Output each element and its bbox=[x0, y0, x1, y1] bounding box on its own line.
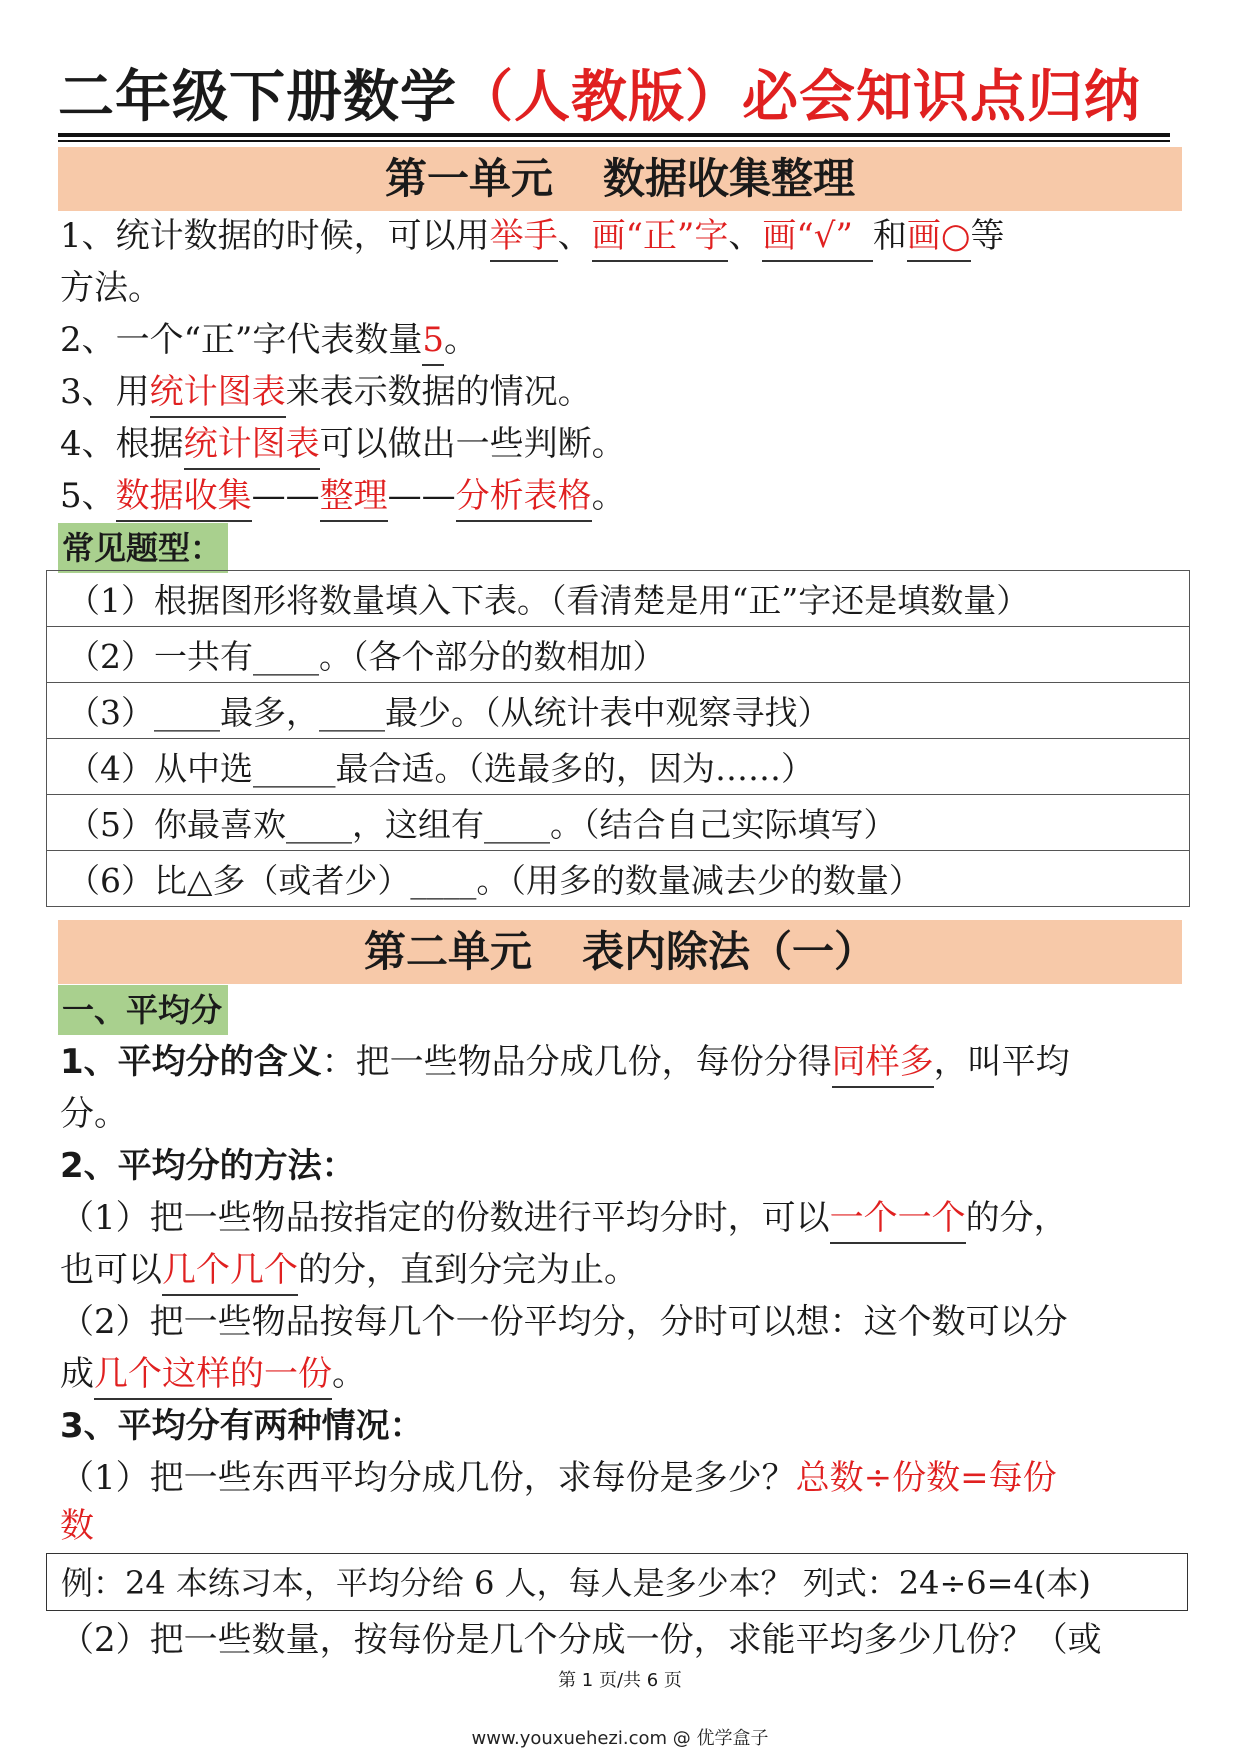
text: 成 bbox=[60, 1354, 94, 1394]
answer: 数据收集 bbox=[116, 474, 252, 522]
answer: 一个一个 bbox=[830, 1196, 966, 1244]
text: 来表示数据的情况。 bbox=[285, 372, 592, 412]
question-cell: （3）____最多，____最少。（从统计表中观察寻找） bbox=[47, 683, 1190, 739]
question-types-table bbox=[46, 570, 1190, 907]
unit2-case-2: （2）把一些数量，按每份是几个分成一份，求能平均多少几份？（或 bbox=[60, 1620, 1102, 1660]
unit1-point1-cont: 方法。 bbox=[60, 268, 162, 308]
answer: 统计图表 bbox=[150, 370, 286, 418]
unit1-heading-number: 第一单元 bbox=[384, 154, 553, 203]
answer: 5 bbox=[422, 318, 444, 366]
example-box: 例：24 本练习本，平均分给 6 人，每人是多少本？ 列式：24÷6=4(本) bbox=[46, 1553, 1188, 1611]
text: —— bbox=[251, 476, 320, 516]
text: 4、根据 bbox=[60, 424, 184, 464]
unit1-point3 bbox=[60, 366, 1180, 418]
text: 2、一个“正”字代表数量 bbox=[60, 320, 423, 360]
question-cell: （5）你最喜欢____，这组有____。（结合自己实际填写） bbox=[47, 795, 1190, 851]
title-rule-thick bbox=[58, 133, 1170, 137]
answer: 几个几个 bbox=[162, 1248, 298, 1296]
text: 和 bbox=[872, 216, 907, 256]
answer: 画○ bbox=[907, 214, 971, 262]
answer: 分析表格 bbox=[456, 474, 592, 522]
answer: 画“正”字 bbox=[592, 214, 729, 262]
title-prefix: 二年级下册数学 bbox=[58, 65, 457, 130]
section-label: 一、平均分 bbox=[58, 985, 228, 1035]
common-question-label: 常见题型： bbox=[58, 523, 228, 573]
text: —— bbox=[387, 476, 456, 516]
text: 5、 bbox=[60, 476, 116, 516]
question-cell: （4）从中选_____最合适。（选最多的，因为……） bbox=[47, 739, 1190, 795]
unit1-heading bbox=[58, 147, 1182, 211]
unit2-method-2: （2）把一些物品按每几个一份平均分，分时可以想：这个数可以分 bbox=[60, 1302, 1068, 1342]
answer: 举手 bbox=[490, 214, 558, 262]
unit2-meaning-cont: 分。 bbox=[60, 1094, 128, 1134]
text: 、 bbox=[557, 216, 592, 256]
bold-text: 1、平均分的含义 bbox=[60, 1042, 322, 1082]
unit2-method-2-cont bbox=[60, 1348, 1180, 1400]
text: 、 bbox=[728, 216, 763, 256]
title-rule-thin bbox=[58, 140, 1170, 142]
table-row bbox=[47, 683, 1190, 739]
question-cell: （1）根据图形将数量填入下表。（看清楚是用“正”字还是填数量） bbox=[47, 571, 1190, 627]
unit2-cases-heading: 3、平均分有两种情况： bbox=[60, 1406, 424, 1446]
text: （1）把一些物品按指定的份数进行平均分时，可以 bbox=[60, 1198, 830, 1238]
unit1-point2 bbox=[60, 314, 1180, 366]
text: 。 bbox=[591, 476, 626, 516]
text: 3、用 bbox=[60, 372, 150, 412]
unit2-heading-name: 表内除法（一） bbox=[582, 927, 877, 976]
answer: 统计图表 bbox=[184, 422, 320, 470]
unit1-point1 bbox=[60, 210, 1180, 262]
page-number: 第 1 页/共 6 页 bbox=[558, 1670, 682, 1691]
unit2-heading-number: 第二单元 bbox=[363, 927, 532, 976]
answer: 同样多 bbox=[832, 1040, 934, 1088]
text: ，叫平均 bbox=[933, 1042, 1070, 1082]
text: （1）把一些东西平均分成几份，求每份是多少？ bbox=[60, 1458, 796, 1498]
question-cell: （6）比△多（或者少）____。（用多的数量减去少的数量） bbox=[47, 851, 1190, 907]
title-highlight: （人教版）必会知识点归纳 bbox=[457, 65, 1141, 130]
table-row bbox=[47, 571, 1190, 627]
text: 的分，直到分完为止。 bbox=[298, 1250, 638, 1290]
unit2-method-1 bbox=[60, 1192, 1180, 1244]
text: 可以做出一些判断。 bbox=[319, 424, 626, 464]
unit2-method-heading: 2、平均分的方法： bbox=[60, 1146, 356, 1186]
table-row bbox=[47, 739, 1190, 795]
text: 。 bbox=[332, 1354, 366, 1394]
unit1-point5 bbox=[60, 470, 1180, 522]
text: 。 bbox=[444, 320, 479, 360]
unit1-heading-name: 数据收集整理 bbox=[603, 154, 856, 203]
formula: 总数÷份数=每份 bbox=[795, 1458, 1057, 1498]
page-title bbox=[58, 60, 1178, 136]
text: 1、统计数据的时候，可以用 bbox=[60, 216, 490, 256]
table-row bbox=[47, 851, 1190, 907]
unit2-meaning bbox=[60, 1036, 1180, 1088]
question-cell: （2）一共有____。（各个部分的数相加） bbox=[47, 627, 1190, 683]
answer: 整理 bbox=[320, 474, 388, 522]
unit2-method-1-cont bbox=[60, 1244, 1180, 1296]
unit2-case-1 bbox=[60, 1452, 1180, 1504]
unit2-heading bbox=[58, 920, 1182, 984]
text: 等 bbox=[970, 216, 1005, 256]
text: 也可以 bbox=[60, 1250, 162, 1290]
unit1-point4 bbox=[60, 418, 1180, 470]
text: ：把一些物品分成几份，每份分得 bbox=[321, 1042, 832, 1082]
site-watermark: www.youxuehezi.com @ 优学盒子 bbox=[471, 1728, 769, 1749]
table-row bbox=[47, 627, 1190, 683]
answer: 画“√” bbox=[762, 214, 872, 262]
answer: 几个这样的一份 bbox=[94, 1352, 332, 1400]
unit2-case-1-cont: 数 bbox=[60, 1506, 94, 1546]
text: 的分， bbox=[965, 1198, 1068, 1238]
table-row bbox=[47, 795, 1190, 851]
